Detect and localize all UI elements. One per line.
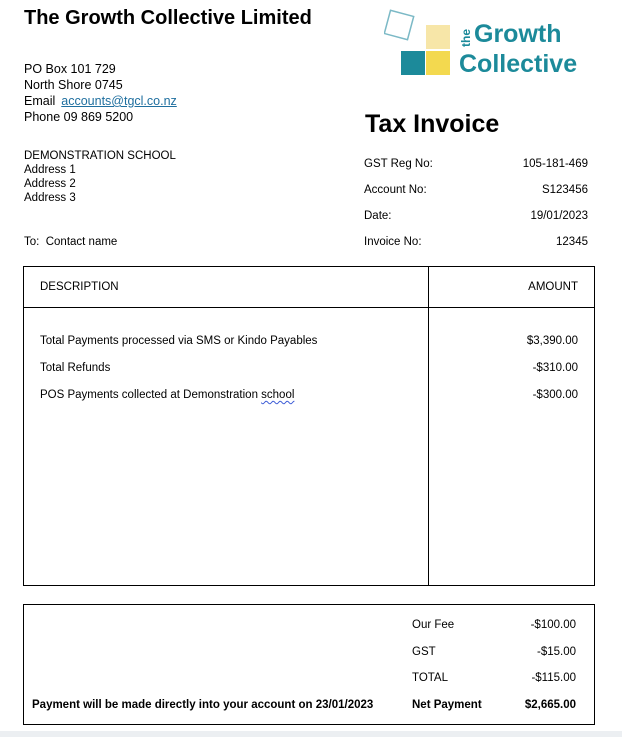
- amount-header: AMOUNT: [528, 281, 578, 293]
- table-header-divider: [24, 307, 594, 308]
- meta-account-row: [364, 184, 588, 196]
- logo-outline-square: [384, 10, 413, 39]
- address-line-2: North Shore 0745: [24, 78, 123, 92]
- meta-label: Date:: [364, 210, 392, 222]
- recipient-address-1: Address 1: [24, 164, 76, 176]
- table-row-amount: -$310.00: [532, 362, 578, 374]
- summary-value-total: -$115.00: [531, 672, 576, 684]
- recipient-address-2: Address 2: [24, 178, 76, 190]
- meta-value: 105-181-469: [522, 158, 588, 170]
- summary-label-fee: Our Fee: [412, 619, 455, 631]
- email-label: Email: [24, 94, 56, 108]
- logo-text-the: the: [459, 29, 473, 47]
- line-items-table: [23, 266, 595, 586]
- meta-label: Account No:: [364, 184, 427, 196]
- address-line-1: PO Box 101 729: [24, 62, 116, 76]
- to-label: To:: [24, 236, 40, 248]
- meta-invoice-row: [364, 236, 588, 248]
- summary-value-fee: -$100.00: [530, 619, 576, 631]
- summary-label-gst: GST: [412, 646, 436, 658]
- logo-square-yellow: [426, 51, 450, 75]
- phone-line: Phone 09 869 5200: [24, 110, 134, 124]
- meta-date-row: [364, 210, 588, 222]
- logo-square-teal: [401, 51, 425, 75]
- meta-label: GST Reg No:: [364, 158, 433, 170]
- company-name: The Growth Collective Limited: [24, 7, 312, 29]
- table-row-desc: [40, 389, 294, 401]
- meta-label: Invoice No:: [364, 236, 422, 248]
- table-row-desc: Total Payments processed via SMS or Kindo Payables: [40, 335, 318, 347]
- email-link[interactable]: accounts@tgcl.co.nz: [61, 94, 177, 108]
- summary-box: [23, 604, 595, 725]
- page-bottom-edge: [0, 731, 622, 737]
- payment-note: Payment will be made directly into your account on 23/01/2023: [32, 699, 374, 711]
- summary-label-net: Net Payment: [412, 699, 482, 711]
- recipient-address-3: Address 3: [24, 192, 76, 204]
- meta-gst-row: [364, 158, 588, 170]
- table-column-divider: [428, 267, 429, 585]
- logo-text-growth: Growth: [474, 20, 562, 48]
- table-row-amount: -$300.00: [532, 389, 578, 401]
- to-line: [24, 236, 117, 248]
- meta-value: 12345: [556, 236, 588, 248]
- recipient-block: [24, 149, 176, 205]
- email-row: [24, 93, 177, 109]
- recipient-name: DEMONSTRATION SCHOOL: [24, 150, 176, 162]
- description-header: DESCRIPTION: [40, 281, 119, 293]
- meta-value: 19/01/2023: [530, 210, 588, 222]
- summary-value-net: $2,665.00: [524, 699, 576, 711]
- invoice-title: Tax Invoice: [365, 110, 500, 138]
- table-row-amount: $3,390.00: [526, 335, 578, 347]
- summary-value-gst: -$15.00: [536, 646, 576, 658]
- spellcheck-word: school: [261, 389, 295, 401]
- logo-square-light: [426, 25, 450, 49]
- desc-text: POS Payments collected at Demonstration: [40, 389, 262, 401]
- summary-label-total: TOTAL: [412, 672, 448, 684]
- table-row-desc: Total Refunds: [40, 362, 111, 374]
- contact-name: Contact name: [45, 236, 118, 248]
- logo-text-collective: Collective: [459, 50, 578, 78]
- meta-value: S123456: [541, 184, 588, 196]
